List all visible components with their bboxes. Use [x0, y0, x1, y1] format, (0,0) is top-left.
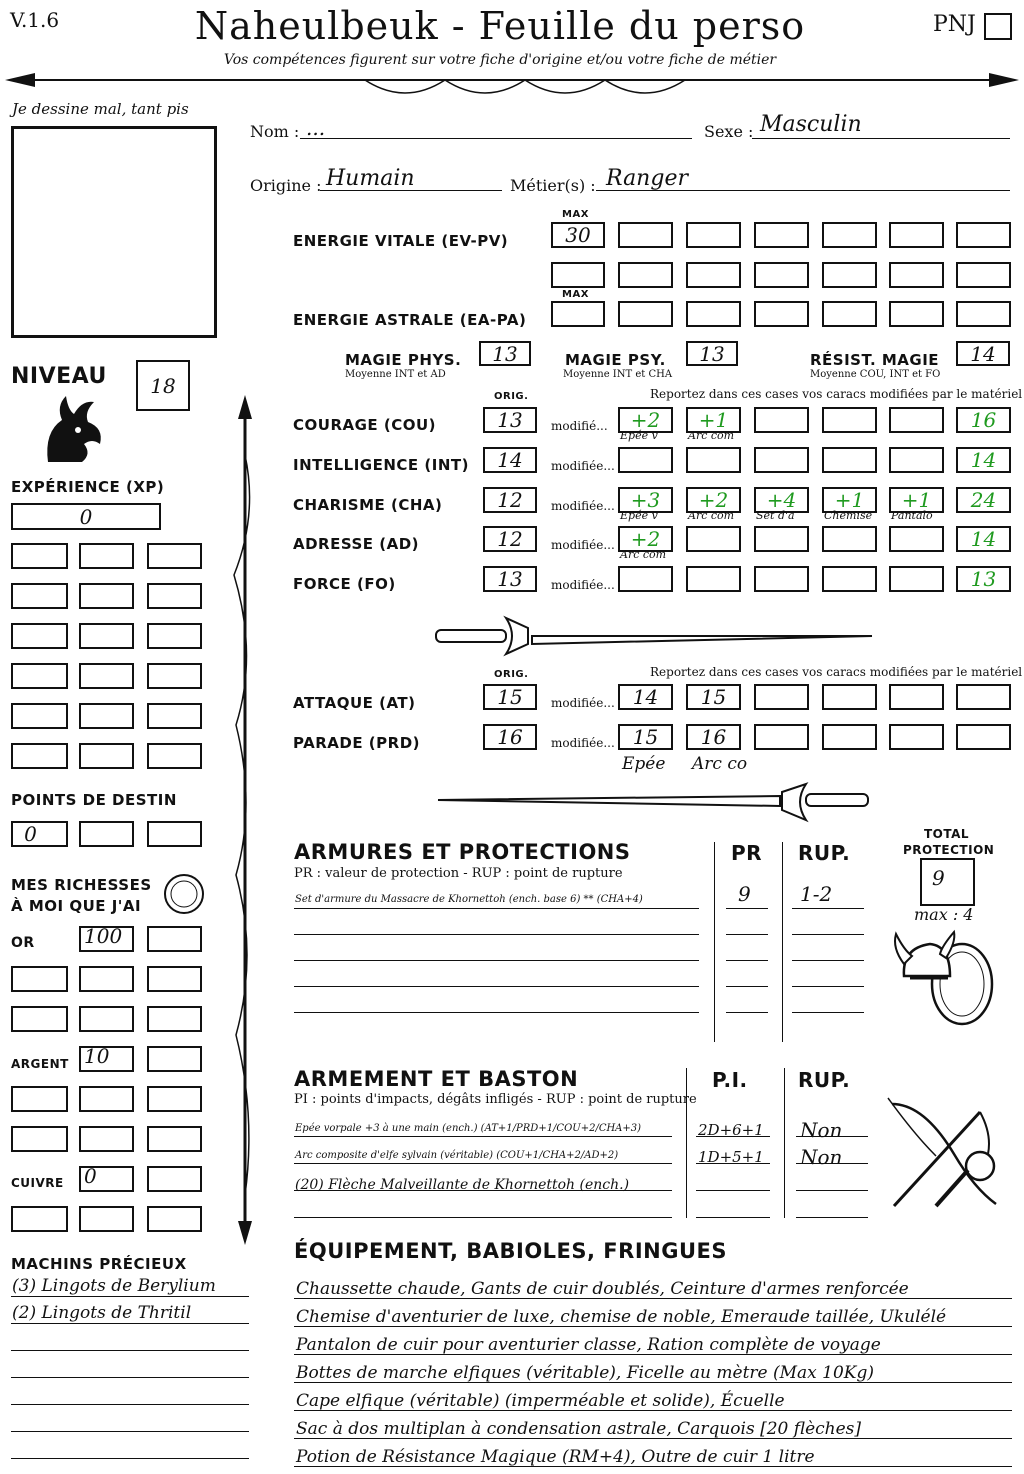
- armor-line-2[interactable]: [294, 944, 699, 961]
- stat-final-value-3: 14: [970, 527, 997, 551]
- destin-value: 0: [24, 822, 37, 846]
- stat-mod-box-4-4[interactable]: [889, 566, 944, 592]
- stat-mod-box-1-0[interactable]: [618, 447, 673, 473]
- treasure-line-2[interactable]: [11, 1332, 249, 1351]
- treasure-line-4[interactable]: [11, 1386, 249, 1405]
- treasure-line-5[interactable]: [11, 1413, 249, 1432]
- weapon-item-name-1: Arc composite d'elfe sylvain (véritable) (COU+1/CHA+2/AD+2): [295, 1150, 619, 1161]
- xp-box[interactable]: [11, 503, 161, 530]
- stat-mod-value-2-4: +1: [901, 488, 932, 512]
- ea-max-box[interactable]: [551, 301, 605, 327]
- stat-mod-tag-2-2: Set d'a: [756, 509, 795, 522]
- ev-box-1-5[interactable]: [956, 262, 1011, 288]
- stat-label-0: COURAGE (COU): [293, 416, 437, 434]
- magie-phys-value: 13: [492, 341, 518, 366]
- xp-box-4-1[interactable]: [79, 703, 134, 729]
- coin-icon: [162, 872, 206, 916]
- stat-mod-value-2-3: +1: [834, 488, 865, 512]
- ev-max-tag: MAX: [562, 209, 589, 220]
- combat-label-0: ATTAQUE (AT): [293, 694, 416, 712]
- cuivre-label: CUIVRE: [11, 1176, 64, 1190]
- wealth-box-5-2[interactable]: [147, 1126, 202, 1152]
- stat-mod-tag-2-0: Epée v: [620, 509, 658, 522]
- combat-box-0-4[interactable]: [889, 684, 944, 710]
- wealth-box-0-2[interactable]: [147, 926, 202, 952]
- stats-orig-tag: ORIG.: [494, 391, 529, 402]
- total-protection-box[interactable]: [920, 858, 975, 906]
- stat-orig-box-0[interactable]: [483, 407, 537, 433]
- stat-mod-box-0-3[interactable]: [822, 407, 877, 433]
- weapon-item-rup-1: Non: [800, 1145, 843, 1169]
- argent-label: ARGENT: [11, 1057, 69, 1071]
- nom-field[interactable]: [300, 120, 692, 139]
- weapons-divider-1: [686, 1068, 687, 1218]
- combat-box-0-0[interactable]: [618, 684, 673, 710]
- sexe-label: Sexe :: [704, 122, 754, 141]
- portrait-box[interactable]: [11, 126, 217, 338]
- stat-mod-label-4: modifiée...: [551, 578, 615, 592]
- stat-label-3: ADRESSE (AD): [293, 535, 420, 553]
- equipment-item-0: Chaussette chaude, Gants de cuir doublés, Ceinture d'armes renforcée: [296, 1279, 909, 1299]
- armor-item-pr-0: 9: [738, 882, 751, 906]
- machins-label: MACHINS PRÉCIEUX: [11, 1255, 187, 1273]
- weapon-pi-line-2[interactable]: [696, 1174, 770, 1191]
- wealth-box-2-1[interactable]: [79, 1006, 134, 1032]
- pnj-checkbox[interactable]: [984, 13, 1012, 40]
- combat-report-note: Reportez dans ces cases vos caracs modifiées par le matériel: [650, 665, 1023, 679]
- weapon-item-rup-0: Non: [800, 1118, 843, 1142]
- wealth-box-3-2[interactable]: [147, 1046, 202, 1072]
- stat-mod-value-2-1: +2: [698, 488, 729, 512]
- xp-box-2-1[interactable]: [79, 623, 134, 649]
- combat-box-1-0[interactable]: [618, 724, 673, 750]
- ev-box-0-0[interactable]: [618, 222, 673, 248]
- magie-phys-box[interactable]: [479, 341, 531, 366]
- armor-rup-line-2[interactable]: [792, 944, 864, 961]
- ea-label: ENERGIE ASTRALE (EA-PA): [293, 311, 527, 329]
- weapon-item-pi-1: 1D+5+1: [698, 1148, 764, 1166]
- magie-phys-label: MAGIE PHYS.: [345, 351, 462, 369]
- stat-mod-box-3-3[interactable]: [822, 526, 877, 552]
- stat-final-value-0: 16: [970, 408, 997, 432]
- equipment-item-6: Potion de Résistance Magique (RM+4), Outre de cuir 1 litre: [296, 1447, 815, 1467]
- stat-mod-box-4-3[interactable]: [822, 566, 877, 592]
- stat-mod-box-4-0[interactable]: [618, 566, 673, 592]
- xp-box-3-1[interactable]: [79, 663, 134, 689]
- xp-box-5-2[interactable]: [147, 743, 202, 769]
- stat-mod-label-0: modifié...: [551, 419, 608, 433]
- armor-rup-line-3[interactable]: [792, 970, 864, 987]
- weapon-tag-1: Epée: [622, 754, 666, 774]
- resist-magie-note: Moyenne COU, INT et FO: [810, 369, 941, 380]
- stat-final-value-4: 13: [970, 567, 997, 591]
- armor-line-4[interactable]: [294, 996, 699, 1013]
- stat-mod-box-3-2[interactable]: [754, 526, 809, 552]
- ev-label: ENERGIE VITALE (EV-PV): [293, 232, 509, 250]
- equipment-item-5: Sac à dos multiplan à condensation astrale, Carquois [20 flèches]: [296, 1419, 862, 1439]
- magie-psy-box[interactable]: [686, 341, 738, 366]
- destin-box-3[interactable]: [147, 821, 202, 847]
- combat-box-0-1[interactable]: [686, 684, 741, 710]
- stat-mod-label-2: modifiée...: [551, 499, 615, 513]
- ev-box-0-3[interactable]: [822, 222, 877, 248]
- xp-box-0-2[interactable]: [147, 543, 202, 569]
- stat-mod-value-3-0: +2: [630, 527, 661, 551]
- stat-orig-box-3[interactable]: [483, 526, 537, 552]
- equipment-title: ÉQUIPEMENT, BABIOLES, FRINGUES: [294, 1239, 727, 1263]
- combat-value-0-1: 15: [700, 685, 727, 709]
- stat-mod-box-1-4[interactable]: [889, 447, 944, 473]
- stat-orig-value-4: 13: [497, 567, 523, 591]
- pnj-label: PNJ: [933, 12, 976, 37]
- equipment-item-3: Bottes de marche elfiques (véritable), Ficelle au mètre (Max 10Kg): [296, 1363, 874, 1383]
- xp-box-3-0[interactable]: [11, 663, 68, 689]
- ea-box-2-1[interactable]: [686, 301, 741, 327]
- ea-box-2-4[interactable]: [889, 301, 944, 327]
- ev-box-0-1[interactable]: [686, 222, 741, 248]
- combat-box-1-3[interactable]: [822, 724, 877, 750]
- stat-final-value-2: 24: [970, 488, 997, 512]
- xp-value: 0: [79, 504, 93, 529]
- weapon-item-pi-0: 2D+6+1: [698, 1121, 764, 1139]
- ev-box-extra[interactable]: [551, 262, 605, 288]
- sword-ornament-bottom: [430, 778, 875, 824]
- weapons-icon: [884, 1094, 1009, 1214]
- ea-box-2-3[interactable]: [822, 301, 877, 327]
- sword-ornament-top: [432, 612, 882, 658]
- weapon-line-3[interactable]: [294, 1201, 672, 1218]
- stat-final-box-4[interactable]: [956, 566, 1011, 592]
- xp-box-4-2[interactable]: [147, 703, 202, 729]
- ea-max-tag: MAX: [562, 289, 589, 300]
- xp-box-2-2[interactable]: [147, 623, 202, 649]
- combat-orig-tag: ORIG.: [494, 669, 529, 680]
- armor-line-3[interactable]: [294, 970, 699, 987]
- stat-mod-box-0-2[interactable]: [754, 407, 809, 433]
- stat-orig-value-3: 12: [497, 527, 523, 551]
- ev-box-0-4[interactable]: [889, 222, 944, 248]
- combat-box-1-2[interactable]: [754, 724, 809, 750]
- magie-psy-label: MAGIE PSY.: [565, 351, 666, 369]
- cuivre-value: 0: [84, 1164, 97, 1188]
- ev-max-box[interactable]: [551, 222, 605, 248]
- stat-mod-tag-0-0: Epée v: [620, 429, 658, 442]
- combat-box-0-3[interactable]: [822, 684, 877, 710]
- stat-mod-value-0-1: +1: [698, 408, 729, 432]
- weapons-subtitle: PI : points d'impacts, dégâts infligés - RUP : point de rupture: [294, 1092, 697, 1107]
- stat-orig-value-0: 13: [497, 408, 523, 432]
- xp-label: EXPÉRIENCE (XP): [11, 478, 165, 496]
- resist-magie-value: 14: [970, 341, 996, 366]
- ev-box-1-1[interactable]: [686, 262, 741, 288]
- combat-box-1-4[interactable]: [889, 724, 944, 750]
- stat-final-box-0[interactable]: [956, 407, 1011, 433]
- ev-max-value: 30: [565, 223, 591, 247]
- destin-label: POINTS DE DESTIN: [11, 791, 177, 809]
- combat-box-0-5[interactable]: [956, 684, 1011, 710]
- total-protection-label-2: PROTECTION: [903, 843, 995, 857]
- armor-pr-line-1[interactable]: [726, 918, 768, 935]
- xp-box-5-1[interactable]: [79, 743, 134, 769]
- armor-rup-header: RUP.: [798, 841, 851, 865]
- or-value: 100: [84, 924, 123, 948]
- origine-value: Humain: [326, 166, 415, 191]
- richesses-label-2: À MOI QUE J'AI: [11, 897, 142, 915]
- combat-value-1-0: 15: [632, 725, 659, 749]
- wealth-box-4-1[interactable]: [79, 1086, 134, 1112]
- combat-mod-label-1: modifiée...: [551, 736, 615, 750]
- weapons-rup-header: RUP.: [798, 1068, 851, 1092]
- stat-final-box-3[interactable]: [956, 526, 1011, 552]
- stat-label-2: CHARISME (CHA): [293, 496, 443, 514]
- wealth-box-2-0[interactable]: [11, 1006, 68, 1032]
- ev-box-1-4[interactable]: [889, 262, 944, 288]
- richesses-label-1: MES RICHESSES: [11, 876, 152, 894]
- weapons-title: ARMEMENT ET BASTON: [294, 1067, 579, 1091]
- equipment-item-4: Cape elfique (véritable) (imperméable et solide), Écuelle: [296, 1391, 785, 1411]
- stat-mod-tag-2-4: Pantalo: [891, 509, 933, 522]
- stat-mod-tag-0-1: Arc com: [688, 429, 735, 442]
- dragon-icon: [38, 392, 108, 464]
- wealth-box-6-2[interactable]: [147, 1166, 202, 1192]
- stat-mod-box-3-4[interactable]: [889, 526, 944, 552]
- stat-mod-label-1: modifiée...: [551, 459, 615, 473]
- ev-box-1-3[interactable]: [822, 262, 877, 288]
- combat-box-1-5[interactable]: [956, 724, 1011, 750]
- combat-box-0-2[interactable]: [754, 684, 809, 710]
- wealth-box-2-2[interactable]: [147, 1006, 202, 1032]
- stat-orig-box-2[interactable]: [483, 487, 537, 513]
- total-protection-label-1: TOTAL: [924, 827, 970, 841]
- destin-box-2[interactable]: [79, 821, 134, 847]
- sheet-subtitle: Vos compétences figurent sur votre fiche d'origine et/ou votre fiche de métier: [223, 52, 777, 68]
- stat-label-4: FORCE (FO): [293, 575, 396, 593]
- stat-final-box-1[interactable]: [956, 447, 1011, 473]
- nom-label: Nom :: [250, 122, 300, 141]
- xp-box-0-0[interactable]: [11, 543, 68, 569]
- niveau-label: NIVEAU: [11, 364, 107, 389]
- wealth-box-1-0[interactable]: [11, 966, 68, 992]
- ev-box-0-2[interactable]: [754, 222, 809, 248]
- xp-box-1-2[interactable]: [147, 583, 202, 609]
- combat-orig-value-1: 16: [497, 725, 523, 749]
- weapons-divider-2: [784, 1068, 785, 1218]
- xp-box-3-2[interactable]: [147, 663, 202, 689]
- ea-box-2-0[interactable]: [618, 301, 673, 327]
- ev-box-1-2[interactable]: [754, 262, 809, 288]
- stat-mod-tag-2-3: Chemise: [824, 509, 873, 522]
- wealth-box-4-0[interactable]: [11, 1086, 68, 1112]
- weapon-tag-2: Arc co: [692, 754, 748, 774]
- armor-title: ARMURES ET PROTECTIONS: [294, 840, 631, 864]
- stat-mod-value-2-0: +3: [630, 488, 661, 512]
- armor-pr-line-4[interactable]: [726, 996, 768, 1013]
- stat-mod-value-2-2: +4: [766, 488, 797, 512]
- equipment-item-1: Chemise d'aventurier de luxe, chemise de noble, Emeraude taillée, Ukulélé: [296, 1307, 947, 1327]
- niveau-value: 18: [150, 373, 176, 398]
- magie-phys-note: Moyenne INT et AD: [345, 369, 446, 380]
- combat-box-1-1[interactable]: [686, 724, 741, 750]
- combat-orig-box-0[interactable]: [483, 684, 537, 710]
- stat-mod-box-1-1[interactable]: [686, 447, 741, 473]
- equipment-item-2: Pantalon de cuir pour aventurier classe, Ration complète de voyage: [296, 1335, 881, 1355]
- argent-value: 10: [84, 1044, 110, 1068]
- combat-value-1-1: 16: [700, 725, 727, 749]
- xp-box-5-0[interactable]: [11, 743, 68, 769]
- treasure-item-1: (2) Lingots de Thritil: [12, 1303, 192, 1323]
- stat-orig-box-4[interactable]: [483, 566, 537, 592]
- wealth-box-7-1[interactable]: [79, 1206, 134, 1232]
- wealth-box-7-0[interactable]: [11, 1206, 68, 1232]
- combat-orig-value-0: 15: [497, 685, 523, 709]
- stat-orig-box-1[interactable]: [483, 447, 537, 473]
- spear-ornament: [228, 395, 262, 1245]
- armor-rup-line-4[interactable]: [792, 996, 864, 1013]
- treasure-line-6[interactable]: [11, 1440, 249, 1459]
- wealth-box-5-0[interactable]: [11, 1126, 68, 1152]
- sexe-value: Masculin: [760, 112, 862, 137]
- weapon-rup-line-3[interactable]: [796, 1201, 868, 1218]
- armor-subtitle: PR : valeur de protection - RUP : point de rupture: [294, 866, 623, 881]
- xp-box-2-0[interactable]: [11, 623, 68, 649]
- stat-mod-box-3-1[interactable]: [686, 526, 741, 552]
- total-protection-value: 9: [932, 866, 945, 890]
- stat-mod-box-4-1[interactable]: [686, 566, 741, 592]
- metier-value: Ranger: [606, 166, 688, 191]
- treasure-item-0: (3) Lingots de Berylium: [12, 1276, 216, 1296]
- stat-final-value-1: 14: [970, 448, 997, 472]
- or-label: OR: [11, 935, 35, 951]
- weapon-pi-line-3[interactable]: [696, 1201, 770, 1218]
- stat-mod-tag-3-0: Arc com: [620, 548, 667, 561]
- version-label: V.1.6: [10, 8, 60, 32]
- stat-orig-value-1: 14: [497, 448, 523, 472]
- ev-box-0-5[interactable]: [956, 222, 1011, 248]
- metier-label: Métier(s) :: [510, 176, 596, 195]
- stat-mod-label-3: modifiée...: [551, 538, 615, 552]
- magie-psy-note: Moyenne INT et CHA: [563, 369, 673, 380]
- weapon-item-name-2: (20) Flèche Malveillante de Khornettoh (ench.): [295, 1177, 630, 1193]
- armor-divider-1: [714, 842, 715, 1042]
- stat-mod-tag-2-1: Arc com: [688, 509, 735, 522]
- stat-mod-box-4-2[interactable]: [754, 566, 809, 592]
- max-note: max : 4: [914, 905, 974, 924]
- wealth-box-4-2[interactable]: [147, 1086, 202, 1112]
- armor-pr-line-3[interactable]: [726, 970, 768, 987]
- armor-pr-line-2[interactable]: [726, 944, 768, 961]
- weapon-rup-line-2[interactable]: [796, 1174, 868, 1191]
- xp-box-0-1[interactable]: [79, 543, 134, 569]
- armor-divider-2: [782, 842, 783, 1042]
- armor-rup-line-1[interactable]: [792, 918, 864, 935]
- wealth-box-7-2[interactable]: [147, 1206, 202, 1232]
- combat-value-0-0: 14: [632, 685, 659, 709]
- weapon-item-name-0: Epée vorpale +3 à une main (ench.) (AT+1/PRD+1/COU+2/CHA+3): [295, 1123, 642, 1134]
- stat-mod-box-1-3[interactable]: [822, 447, 877, 473]
- ev-box-1-0[interactable]: [618, 262, 673, 288]
- xp-box-4-0[interactable]: [11, 703, 68, 729]
- stat-label-1: INTELLIGENCE (INT): [293, 456, 469, 474]
- stat-mod-value-0-0: +2: [630, 408, 661, 432]
- xp-box-1-0[interactable]: [11, 583, 68, 609]
- resist-magie-label: RÉSIST. MAGIE: [810, 351, 940, 369]
- destin-box-1[interactable]: [11, 821, 68, 847]
- sheet-title: Naheulbeuk - Feuille du perso: [194, 4, 806, 48]
- combat-orig-box-1[interactable]: [483, 724, 537, 750]
- portrait-caption: Je dessine mal, tant pis: [12, 100, 189, 118]
- combat-label-1: PARADE (PRD): [293, 734, 421, 752]
- magie-psy-value: 13: [699, 341, 725, 366]
- armor-item-name-0: Set d'armure du Massacre de Khornettoh (ench. base 6) ** (CHA+4): [295, 894, 643, 905]
- wealth-box-5-1[interactable]: [79, 1126, 134, 1152]
- stat-final-box-2[interactable]: [956, 487, 1011, 513]
- ea-box-2-5[interactable]: [956, 301, 1011, 327]
- xp-box-1-1[interactable]: [79, 583, 134, 609]
- combat-mod-label-0: modifiée...: [551, 696, 615, 710]
- stats-report-note: Reportez dans ces cases vos caracs modifiées par le matériel: [650, 387, 1023, 401]
- nom-value: ...: [306, 116, 326, 140]
- weapons-pi-header: P.I.: [712, 1068, 748, 1092]
- stat-orig-value-2: 12: [497, 488, 523, 512]
- resist-magie-box[interactable]: [956, 341, 1010, 366]
- wealth-box-1-1[interactable]: [79, 966, 134, 992]
- ea-box-2-2[interactable]: [754, 301, 809, 327]
- stat-mod-box-1-2[interactable]: [754, 447, 809, 473]
- armor-item-rup-0: 1-2: [800, 882, 833, 906]
- wealth-box-1-2[interactable]: [147, 966, 202, 992]
- niveau-box[interactable]: [136, 360, 190, 411]
- armor-line-1[interactable]: [294, 918, 699, 935]
- treasure-line-3[interactable]: [11, 1359, 249, 1378]
- origine-label: Origine :: [250, 176, 322, 195]
- helmet-shield-icon: [890, 928, 1000, 1033]
- stat-mod-box-0-4[interactable]: [889, 407, 944, 433]
- armor-pr-header: PR: [731, 841, 763, 865]
